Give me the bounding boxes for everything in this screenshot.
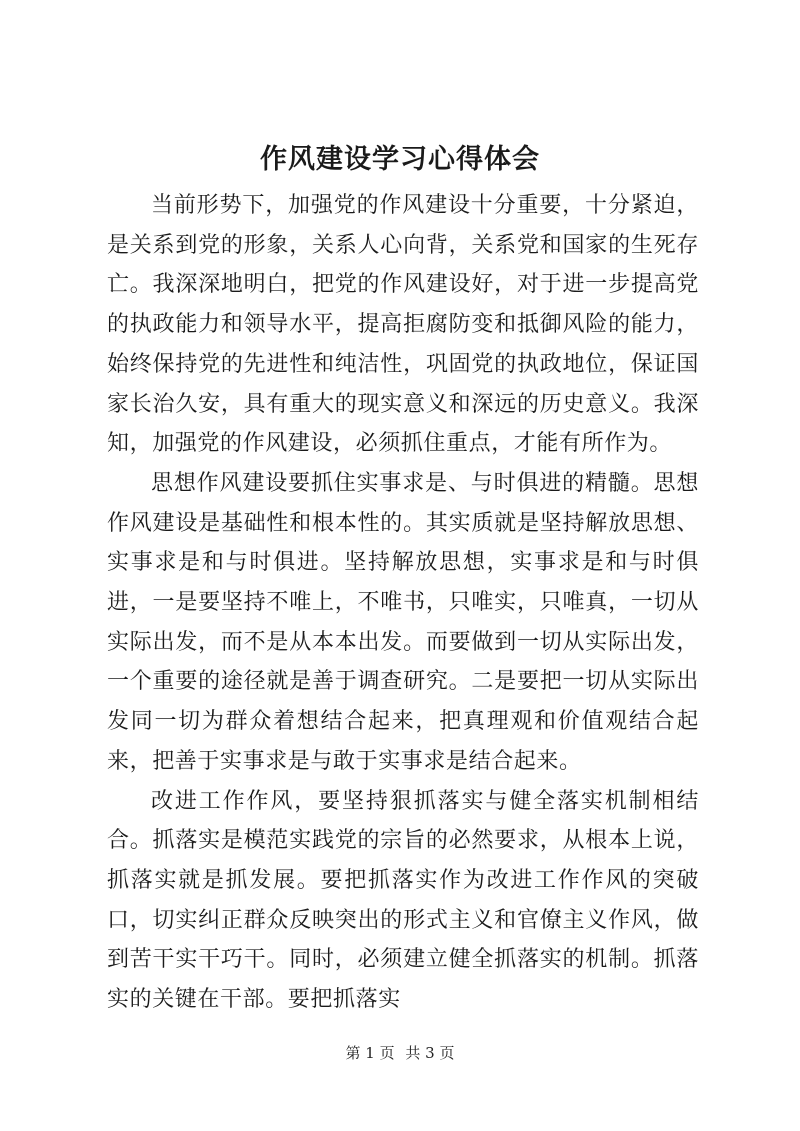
paragraph: 改进工作作风，要坚持狠抓落实与健全落实机制相结合。抓落实是模范实践党的宗旨的必然要求，从根本上说，抓落实就是抓发展。要把抓落实作为改进工作作风的突破口，切实纠正群众反映突出的形式主义和官僚主义作风，做到苦干实干巧干。同时，必须建立健全抓落实的机制。抓落实的关键在干部。要把抓落实: [107, 788, 699, 1013]
page-number: 第 1 页: [345, 1044, 395, 1062]
page-total: 共 3 页: [405, 1044, 455, 1062]
page-footer: [0, 1043, 800, 1063]
document-title: 作风建设学习心得体会: [260, 144, 540, 175]
paragraph: 思想作风建设要抓住实事求是、与时俱进的精髓。思想作风建设是基础性和根本性的。其实质就是坚持解放思想、实事求是和与时俱进。坚持解放思想，实事求是和与时俱进，一是要坚持不唯上，不唯书，只唯实，只唯真，一切从实际出发，而不是从本本出发。而要做到一切从实际出发，一个重要的途径就是善于调查研究。二是要把一切从实际出发同一切为群众着想结合起来，把真理观和价值观结合起来，把善于实事求是与敢于实事求是结合起来。: [107, 470, 699, 774]
document-body: [107, 186, 699, 1020]
paragraph: 当前形势下，加强党的作风建设十分重要，十分紧迫，是关系到党的形象，关系人心向背，关系党和国家的生死存亡。我深深地明白，把党的作风建设好，对于进一步提高党的执政能力和领导水平，提高拒腐防变和抵御风险的能力，始终保持党的先进性和纯洁性，巩固党的执政地位，保证国家长治久安，具有重大的现实意义和深远的历史意义。我深知，加强党的作风建设，必须抓住重点，才能有所作为。: [107, 193, 699, 457]
